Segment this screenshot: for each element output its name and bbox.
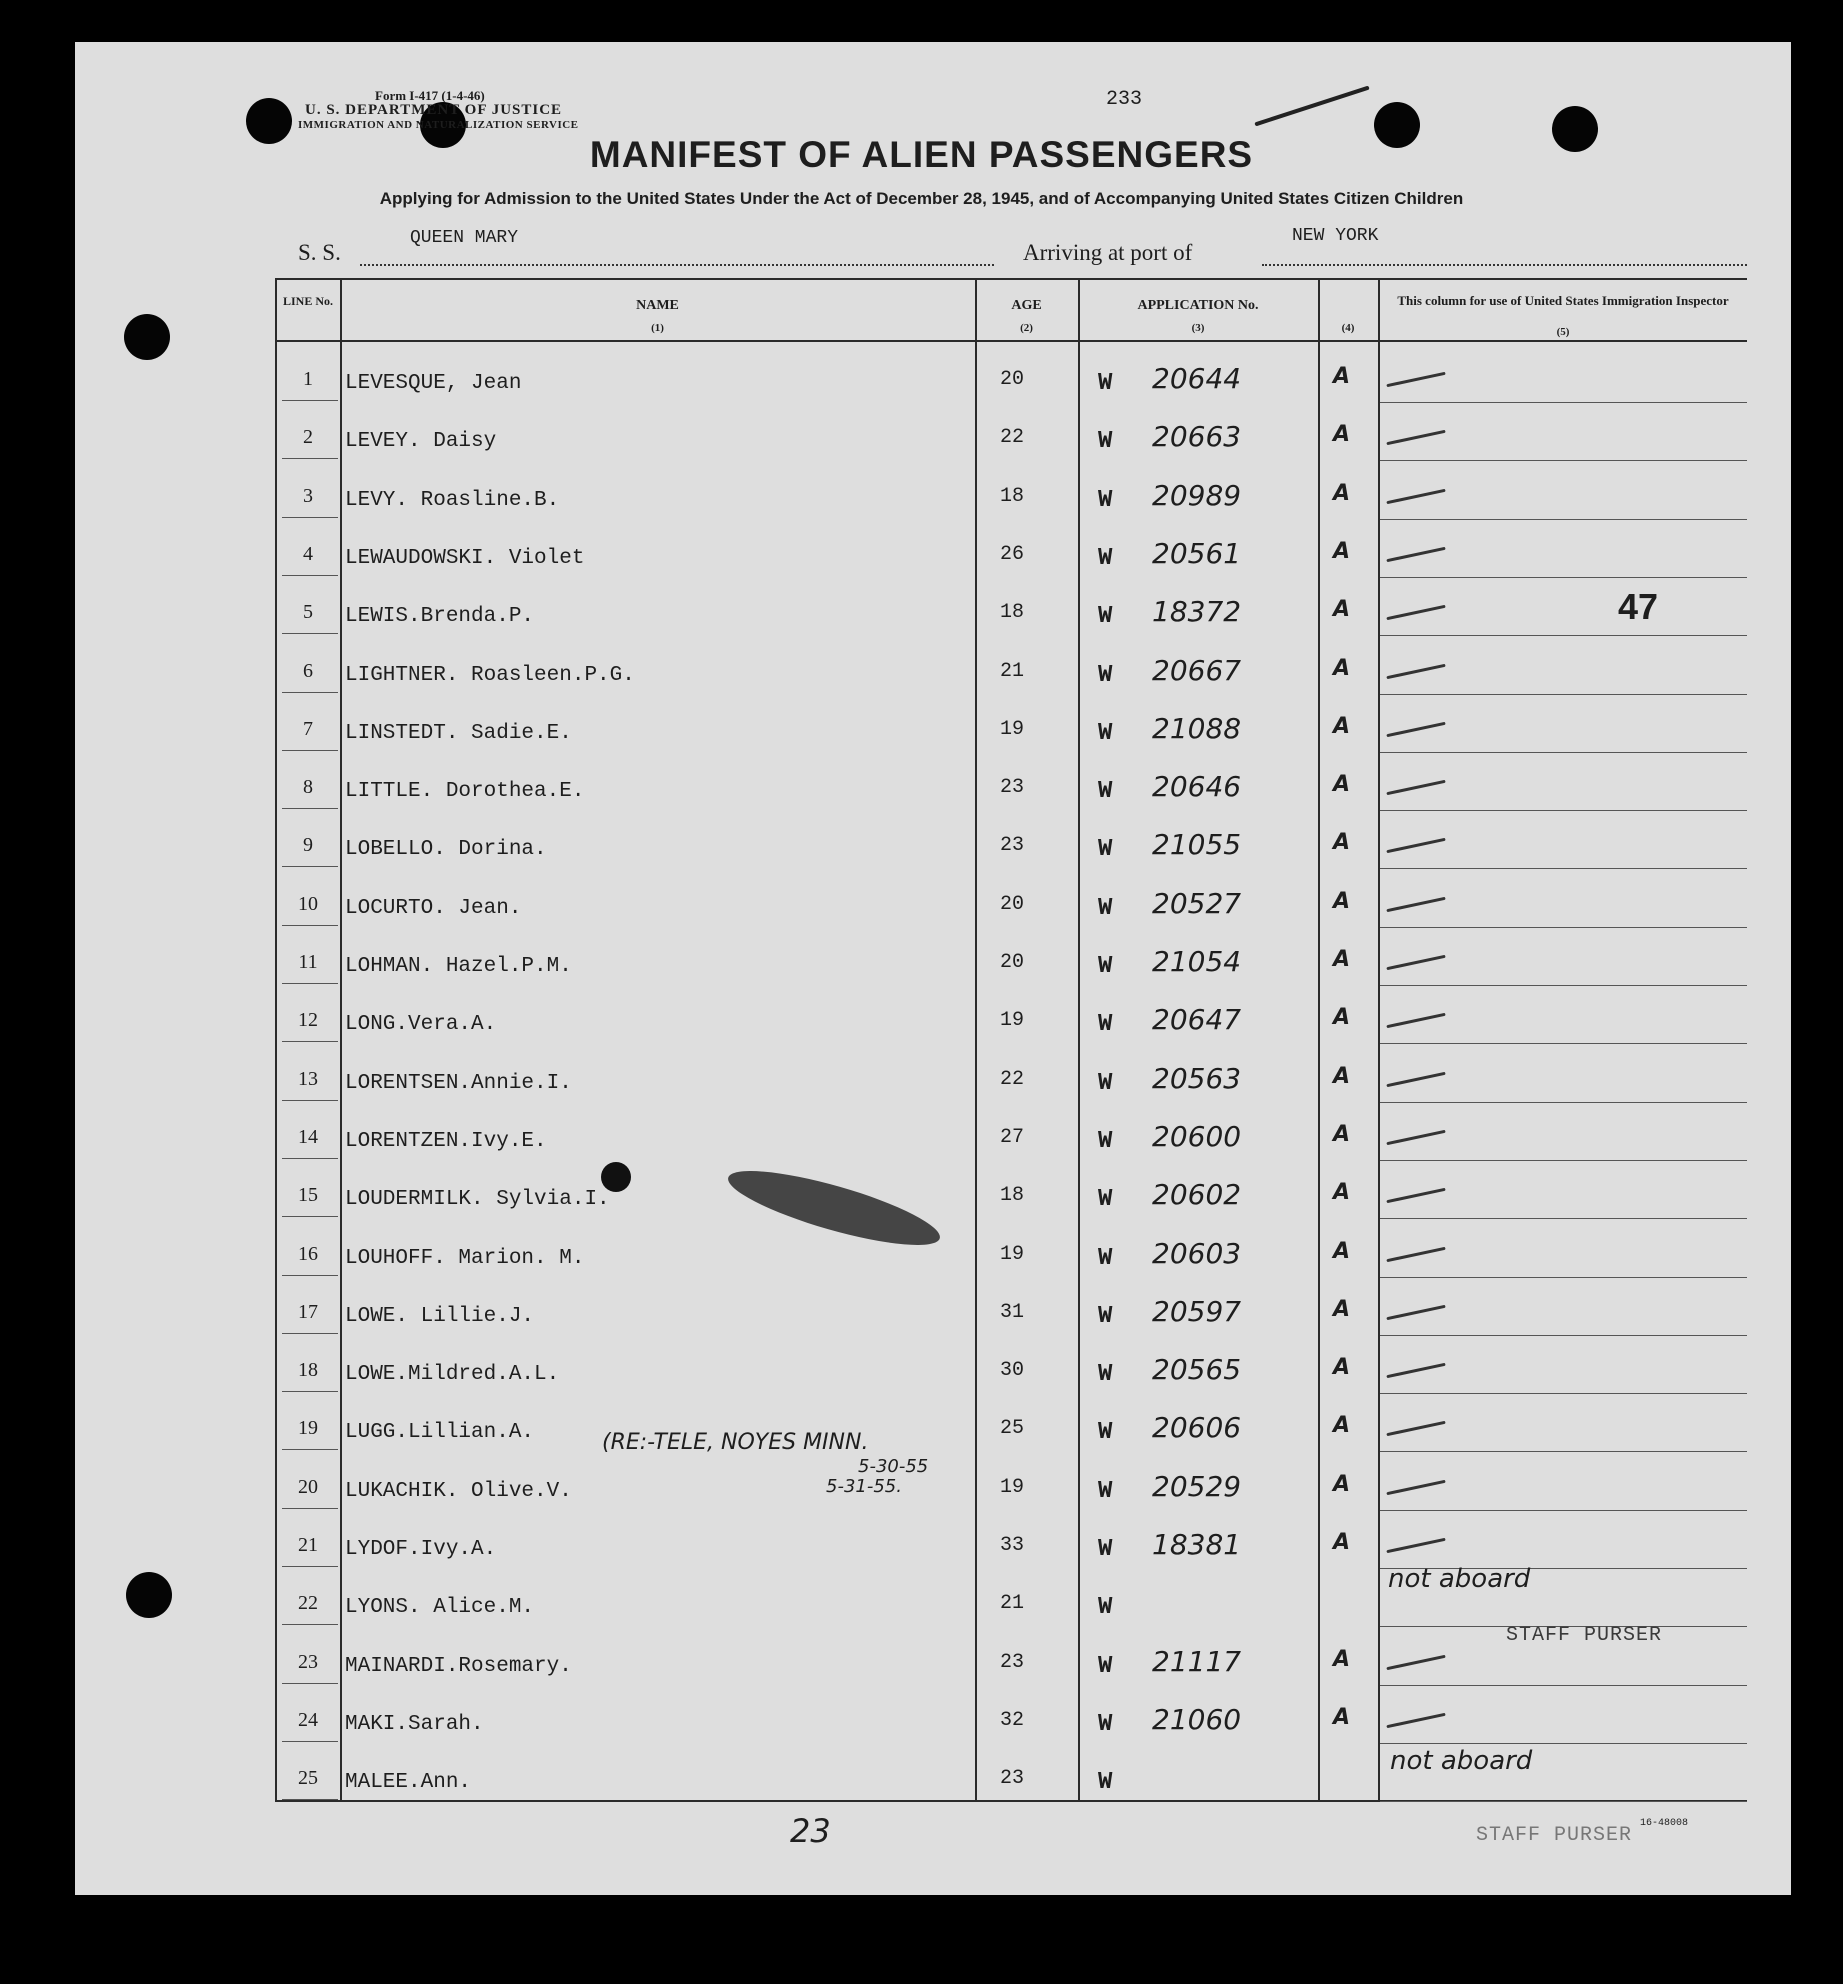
passenger-name: LOUHOFF. Marion. M. <box>345 1247 585 1270</box>
row-line-number: 10 <box>298 893 318 915</box>
application-number: 18372 <box>1152 595 1242 628</box>
print-code: 16-48008 <box>1640 1818 1689 1829</box>
passenger-name: LONG.Vera.A. <box>345 1013 497 1036</box>
row-separator <box>282 1683 338 1684</box>
row-line-number: 7 <box>303 718 313 740</box>
application-prefix: W <box>1098 603 1113 630</box>
column-header-application-number: (3) <box>1191 322 1205 334</box>
application-number: 20644 <box>1152 362 1242 395</box>
passenger-name: MALEE.Ann. <box>345 1771 472 1794</box>
service-name: IMMIGRATION AND NATURALIZATION SERVICE <box>298 119 579 131</box>
staff-purser-stamp: STAFF PURSER <box>1476 1824 1633 1847</box>
passenger-age: 19 <box>1000 1009 1025 1032</box>
passenger-age: 30 <box>1000 1359 1025 1382</box>
application-number: 20989 <box>1152 479 1242 512</box>
row-line-number: 19 <box>298 1417 318 1439</box>
passenger-age: 20 <box>1000 368 1025 391</box>
row-separator <box>1380 694 1747 695</box>
column-4-mark: A <box>1333 1064 1351 1089</box>
passenger-age: 21 <box>1000 1592 1025 1615</box>
application-prefix: W <box>1098 1303 1113 1330</box>
passenger-name: LOWE. Lillie.J. <box>345 1305 535 1328</box>
row-separator <box>282 983 338 984</box>
passenger-name: LEVEY. Daisy <box>345 430 497 453</box>
lugg-note-date-1: 5-30-55 <box>858 1456 929 1477</box>
department-name: U. S. DEPARTMENT OF JUSTICE <box>305 102 563 118</box>
row-separator <box>1380 985 1747 986</box>
row-line-number: 25 <box>298 1767 318 1789</box>
row-separator <box>1380 519 1747 520</box>
application-prefix: W <box>1098 1478 1113 1505</box>
passenger-age: 18 <box>1000 601 1025 624</box>
passenger-name: LORENTSEN.Annie.I. <box>345 1072 572 1095</box>
application-prefix: W <box>1098 1594 1113 1621</box>
passenger-age: 21 <box>1000 660 1025 683</box>
column-4-mark: A <box>1333 1239 1351 1264</box>
ship-dotted-line <box>360 264 994 266</box>
application-number: 21060 <box>1152 1703 1242 1736</box>
application-number: 20646 <box>1152 770 1242 803</box>
row-separator <box>282 1508 338 1509</box>
passenger-count: 47 <box>1618 586 1659 627</box>
row-line-number: 8 <box>303 776 313 798</box>
column-divider <box>340 278 342 1802</box>
page-subtitle: Applying for Admission to the United States Under the Act of December 28, 1945, and of Accompanying United States Citizen Children <box>379 189 1464 208</box>
column-4-mark: A <box>1333 1530 1351 1555</box>
bottom-page-number: 23 <box>790 1812 831 1850</box>
row-line-number: 13 <box>298 1068 318 1090</box>
passenger-name: LUKACHIK. Olive.V. <box>345 1480 572 1503</box>
column-header-application: APPLICATION No. <box>1137 298 1259 313</box>
row-separator <box>1380 1393 1747 1394</box>
row-separator <box>282 1216 338 1217</box>
arrival-port-label: Arriving at port of <box>1023 240 1193 265</box>
application-prefix: W <box>1098 1711 1113 1738</box>
row-separator <box>282 1624 338 1625</box>
column-4-mark: A <box>1333 1355 1351 1380</box>
row-separator <box>1380 868 1747 869</box>
table-top-border <box>275 278 1747 280</box>
row-line-number: 6 <box>303 660 313 682</box>
row-separator <box>1380 1335 1747 1336</box>
row-separator <box>282 866 338 867</box>
row-separator <box>282 1333 338 1334</box>
application-prefix: W <box>1098 545 1113 572</box>
application-prefix: W <box>1098 1186 1113 1213</box>
passenger-age: 23 <box>1000 1767 1025 1790</box>
column-header-inspector-number: (5) <box>1556 326 1570 338</box>
row-separator <box>282 458 338 459</box>
passenger-name: LYDOF.Ivy.A. <box>345 1538 497 1561</box>
form-number: Form I-417 (1-4-46) <box>375 88 485 103</box>
row-line-number: 23 <box>298 1651 318 1673</box>
application-number: 21055 <box>1152 828 1242 861</box>
row-separator <box>1380 927 1747 928</box>
row-separator <box>282 1449 338 1450</box>
row-separator <box>1380 1743 1747 1744</box>
column-4-mark: A <box>1333 947 1351 972</box>
row-line-number: 12 <box>298 1009 318 1031</box>
application-prefix: W <box>1098 662 1113 689</box>
ink-blot <box>601 1162 631 1192</box>
row-line-number: 21 <box>298 1534 318 1556</box>
passenger-name: LUGG.Lillian.A. <box>345 1421 535 1444</box>
row-line-number: 20 <box>298 1476 318 1498</box>
passenger-age: 22 <box>1000 426 1025 449</box>
row-line-number: 5 <box>303 601 313 623</box>
row-separator <box>282 633 338 634</box>
column-4-mark: A <box>1333 1472 1351 1497</box>
passenger-age: 23 <box>1000 1651 1025 1674</box>
row-separator <box>1380 635 1747 636</box>
column-header-4: (4) <box>1341 322 1355 334</box>
application-number: 20565 <box>1152 1353 1242 1386</box>
row-separator <box>1380 1218 1747 1219</box>
row-separator <box>1380 460 1747 461</box>
row-separator <box>282 517 338 518</box>
row-line-number: 17 <box>298 1301 318 1323</box>
application-number: 20600 <box>1152 1120 1242 1153</box>
passenger-age: 22 <box>1000 1068 1025 1091</box>
application-prefix: W <box>1098 1769 1113 1796</box>
passenger-age: 19 <box>1000 1243 1025 1266</box>
passenger-name: LEVESQUE, Jean <box>345 372 522 395</box>
column-4-mark: A <box>1333 1180 1351 1205</box>
application-prefix: W <box>1098 778 1113 805</box>
column-divider <box>975 278 977 1802</box>
application-number: 21088 <box>1152 712 1242 745</box>
application-number: 20561 <box>1152 537 1242 570</box>
passenger-name: LYONS. Alice.M. <box>345 1596 535 1619</box>
application-prefix: W <box>1098 370 1113 397</box>
application-prefix: W <box>1098 1419 1113 1446</box>
application-number: 18381 <box>1152 1528 1242 1561</box>
row-separator <box>282 1275 338 1276</box>
table-left-border <box>275 278 277 1802</box>
row-separator <box>1380 1451 1747 1452</box>
punch-hole <box>126 1572 172 1618</box>
lugg-note: (RE:-TELE, NOYES MINN. <box>602 1430 869 1455</box>
row-separator <box>282 750 338 751</box>
passenger-name: LITTLE. Dorothea.E. <box>345 780 585 803</box>
application-prefix: W <box>1098 720 1113 747</box>
application-prefix: W <box>1098 487 1113 514</box>
application-number: 20527 <box>1152 887 1242 920</box>
application-number: 20602 <box>1152 1178 1242 1211</box>
application-number: 21117 <box>1152 1645 1242 1678</box>
row-line-number: 14 <box>298 1126 318 1148</box>
row-line-number: 18 <box>298 1359 318 1381</box>
ship-label: S. S. <box>298 240 341 265</box>
row-separator <box>1380 1510 1747 1511</box>
application-number: 21054 <box>1152 945 1242 978</box>
passenger-name: LORENTZEN.Ivy.E. <box>345 1130 547 1153</box>
row-separator <box>282 1041 338 1042</box>
passenger-age: 18 <box>1000 485 1025 508</box>
row-separator <box>282 1100 338 1101</box>
arrival-dotted-line <box>1262 264 1747 266</box>
column-divider <box>1378 278 1380 1802</box>
row-line-number: 11 <box>298 951 318 973</box>
passenger-name: LEWIS.Brenda.P. <box>345 605 535 628</box>
column-4-mark: A <box>1333 1647 1351 1672</box>
row-separator <box>1380 752 1747 753</box>
passenger-age: 18 <box>1000 1184 1025 1207</box>
passenger-age: 32 <box>1000 1709 1025 1732</box>
application-prefix: W <box>1098 895 1113 922</box>
row-separator <box>282 808 338 809</box>
passenger-age: 25 <box>1000 1417 1025 1440</box>
row-separator <box>1380 1160 1747 1161</box>
application-prefix: W <box>1098 1245 1113 1272</box>
staff-purser-stamp: STAFF PURSER <box>1506 1624 1663 1647</box>
ship-name: QUEEN MARY <box>410 228 519 248</box>
application-number: 20647 <box>1152 1003 1242 1036</box>
row-separator <box>1380 810 1747 811</box>
application-prefix: W <box>1098 1011 1113 1038</box>
row-separator <box>282 1391 338 1392</box>
lugg-note-date-2: 5-31-55. <box>826 1476 902 1497</box>
application-prefix: W <box>1098 1128 1113 1155</box>
passenger-age: 26 <box>1000 543 1025 566</box>
column-4-mark: A <box>1333 539 1351 564</box>
row-separator <box>1380 1277 1747 1278</box>
column-4-mark: A <box>1333 1705 1351 1730</box>
row-separator <box>1380 1801 1747 1802</box>
column-4-mark: A <box>1333 772 1351 797</box>
passenger-age: 19 <box>1000 1476 1025 1499</box>
application-number: 20603 <box>1152 1237 1242 1270</box>
passenger-age: 20 <box>1000 893 1025 916</box>
application-prefix: W <box>1098 428 1113 455</box>
passenger-name: LOBELLO. Dorina. <box>345 838 547 861</box>
passenger-name: LEVY. Roasline.B. <box>345 489 560 512</box>
not-aboard-note: not aboard <box>1390 1746 1533 1776</box>
column-4-mark: A <box>1333 656 1351 681</box>
row-separator <box>1380 1685 1747 1686</box>
row-line-number: 9 <box>303 834 313 856</box>
punch-hole <box>124 314 170 360</box>
column-4-mark: A <box>1333 364 1351 389</box>
column-4-mark: A <box>1333 1005 1351 1030</box>
page-number: 233 <box>1106 88 1143 111</box>
row-line-number: 22 <box>298 1592 318 1614</box>
column-4-mark: A <box>1333 830 1351 855</box>
passenger-name: LOCURTO. Jean. <box>345 897 522 920</box>
row-line-number: 4 <box>303 543 313 565</box>
passenger-name: LINSTEDT. Sadie.E. <box>345 722 572 745</box>
row-line-number: 15 <box>298 1184 318 1206</box>
row-separator <box>282 1158 338 1159</box>
passenger-name: MAKI.Sarah. <box>345 1713 484 1736</box>
row-separator <box>282 575 338 576</box>
column-4-mark: A <box>1333 481 1351 506</box>
row-separator <box>282 1566 338 1567</box>
application-prefix: W <box>1098 1653 1113 1680</box>
passenger-name: LOHMAN. Hazel.P.M. <box>345 955 572 978</box>
passenger-age: 31 <box>1000 1301 1025 1324</box>
passenger-name: LOWE.Mildred.A.L. <box>345 1363 560 1386</box>
row-separator <box>282 925 338 926</box>
not-aboard-note: not aboard <box>1388 1564 1531 1594</box>
passenger-name: LOUDERMILK. Sylvia.I. <box>345 1188 610 1211</box>
column-4-mark: A <box>1333 1413 1351 1438</box>
column-header-age: AGE <box>1011 298 1042 313</box>
passenger-name: MAINARDI.Rosemary. <box>345 1655 572 1678</box>
column-4-mark: A <box>1333 889 1351 914</box>
arrival-port: NEW YORK <box>1292 226 1379 246</box>
passenger-age: 19 <box>1000 718 1025 741</box>
row-line-number: 3 <box>303 485 313 507</box>
row-separator <box>1380 1102 1747 1103</box>
application-number: 20667 <box>1152 654 1242 687</box>
application-prefix: W <box>1098 1070 1113 1097</box>
column-header-name-number: (1) <box>651 322 664 334</box>
column-4-mark: A <box>1333 597 1351 622</box>
column-divider <box>1078 278 1080 1802</box>
row-separator <box>1380 402 1747 403</box>
passenger-age: 23 <box>1000 834 1025 857</box>
application-number: 20597 <box>1152 1295 1242 1328</box>
application-prefix: W <box>1098 1361 1113 1388</box>
application-number: 20563 <box>1152 1062 1242 1095</box>
page-title: MANIFEST OF ALIEN PASSENGERS <box>589 134 1254 175</box>
application-prefix: W <box>1098 1536 1113 1563</box>
application-number: 20663 <box>1152 420 1242 453</box>
passenger-age: 27 <box>1000 1126 1025 1149</box>
row-line-number: 2 <box>303 426 313 448</box>
application-prefix: W <box>1098 836 1113 863</box>
application-number: 20606 <box>1152 1411 1242 1444</box>
row-line-number: 16 <box>298 1243 318 1265</box>
column-header-line: LINE No. <box>282 294 333 308</box>
row-separator <box>282 692 338 693</box>
application-number: 20529 <box>1152 1470 1242 1503</box>
column-header-age-number: (2) <box>1020 322 1033 334</box>
column-divider <box>1318 278 1320 1802</box>
application-prefix: W <box>1098 953 1113 980</box>
row-separator <box>282 1741 338 1742</box>
passenger-name: LEWAUDOWSKI. Violet <box>345 547 585 570</box>
row-separator <box>282 1799 338 1800</box>
column-4-mark: A <box>1333 422 1351 447</box>
column-4-mark: A <box>1333 714 1351 739</box>
row-separator <box>282 400 338 401</box>
passenger-name: LIGHTNER. Roasleen.P.G. <box>345 664 635 687</box>
row-separator <box>1380 577 1747 578</box>
row-line-number: 24 <box>298 1709 318 1731</box>
column-header-inspector: This column for use of United States Immigration Inspector <box>1397 293 1729 308</box>
passenger-age: 20 <box>1000 951 1025 974</box>
row-line-number: 1 <box>303 368 313 390</box>
passenger-age: 23 <box>1000 776 1025 799</box>
table-header-border <box>275 340 1747 342</box>
column-header-name: NAME <box>636 298 679 313</box>
column-4-mark: A <box>1333 1297 1351 1322</box>
passenger-age: 33 <box>1000 1534 1025 1557</box>
row-separator <box>1380 1043 1747 1044</box>
column-4-mark: A <box>1333 1122 1351 1147</box>
